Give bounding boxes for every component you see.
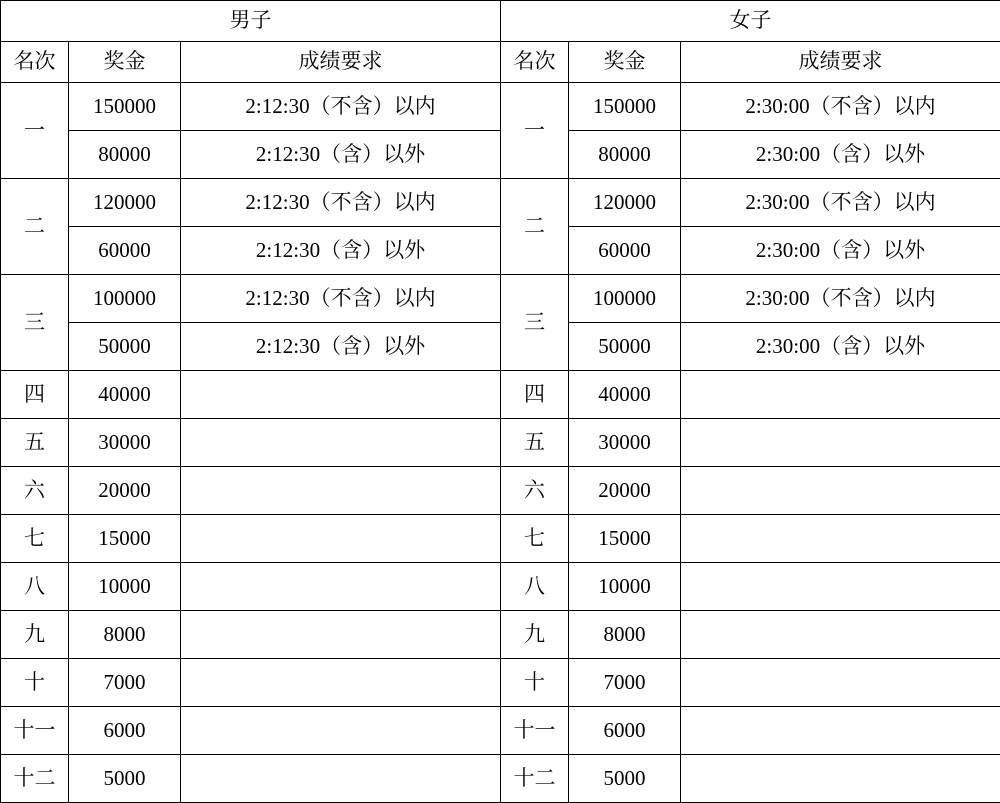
rank-cell-men-1: 一 xyxy=(1,83,69,179)
prize-cell-men-3-low: 50000 xyxy=(69,323,181,371)
rank-cell-women-6: 六 xyxy=(501,467,569,515)
table-row xyxy=(1,419,1000,467)
rank-cell-women-1: 一 xyxy=(501,83,569,179)
rank-cell-men-5: 五 xyxy=(1,419,69,467)
requirement-cell-women-12 xyxy=(681,755,1000,803)
rank-cell-women-9: 九 xyxy=(501,611,569,659)
prize-cell-men-1-low: 80000 xyxy=(69,131,181,179)
requirement-cell-men-12 xyxy=(181,755,501,803)
requirement-cell-women-4 xyxy=(681,371,1000,419)
prize-cell-women-10: 7000 xyxy=(569,659,681,707)
table-row xyxy=(1,707,1000,755)
column-header-prize-men: 奖金 xyxy=(69,42,181,83)
table-row xyxy=(1,467,1000,515)
requirement-cell-men-6 xyxy=(181,467,501,515)
prize-cell-women-6: 20000 xyxy=(569,467,681,515)
rank-cell-men-8: 八 xyxy=(1,563,69,611)
column-header-prize-women: 奖金 xyxy=(569,42,681,83)
rank-cell-men-10: 十 xyxy=(1,659,69,707)
column-header-requirement-men: 成绩要求 xyxy=(181,42,501,83)
column-header-requirement-women: 成绩要求 xyxy=(681,42,1000,83)
prize-cell-men-6: 20000 xyxy=(69,467,181,515)
requirement-cell-women-2-high: 2:30:00（不含）以内 xyxy=(681,179,1000,227)
prize-cell-men-12: 5000 xyxy=(69,755,181,803)
requirement-cell-men-4 xyxy=(181,371,501,419)
rank-cell-men-12: 十二 xyxy=(1,755,69,803)
prize-cell-women-1-low: 80000 xyxy=(569,131,681,179)
prize-cell-men-3-high: 100000 xyxy=(69,275,181,323)
prize-cell-men-4: 40000 xyxy=(69,371,181,419)
prize-cell-women-4: 40000 xyxy=(569,371,681,419)
requirement-cell-women-6 xyxy=(681,467,1000,515)
requirement-cell-women-8 xyxy=(681,563,1000,611)
requirement-cell-women-10 xyxy=(681,659,1000,707)
prize-cell-men-2-high: 120000 xyxy=(69,179,181,227)
prize-cell-women-3-high: 100000 xyxy=(569,275,681,323)
requirement-cell-men-11 xyxy=(181,707,501,755)
rank-cell-women-5: 五 xyxy=(501,419,569,467)
rank-cell-women-10: 十 xyxy=(501,659,569,707)
rank-cell-women-7: 七 xyxy=(501,515,569,563)
table-row xyxy=(1,755,1000,803)
requirement-cell-men-7 xyxy=(181,515,501,563)
table-row xyxy=(1,515,1000,563)
prize-cell-men-8: 10000 xyxy=(69,563,181,611)
table-row xyxy=(1,227,1000,275)
rank-cell-men-9: 九 xyxy=(1,611,69,659)
requirement-cell-men-3-low: 2:12:30（含）以外 xyxy=(181,323,501,371)
rank-cell-men-7: 七 xyxy=(1,515,69,563)
prize-cell-women-2-high: 120000 xyxy=(569,179,681,227)
requirement-cell-men-1-low: 2:12:30（含）以外 xyxy=(181,131,501,179)
group-header-men: 男子 xyxy=(1,1,501,42)
requirement-cell-women-9 xyxy=(681,611,1000,659)
requirement-cell-men-2-low: 2:12:30（含）以外 xyxy=(181,227,501,275)
requirement-cell-women-1-high: 2:30:00（不含）以内 xyxy=(681,83,1000,131)
group-header-women: 女子 xyxy=(501,1,1000,42)
prize-cell-women-2-low: 60000 xyxy=(569,227,681,275)
rank-cell-men-6: 六 xyxy=(1,467,69,515)
prize-cell-women-3-low: 50000 xyxy=(569,323,681,371)
prize-cell-women-8: 10000 xyxy=(569,563,681,611)
prize-cell-men-1-high: 150000 xyxy=(69,83,181,131)
requirement-cell-women-3-low: 2:30:00（含）以外 xyxy=(681,323,1000,371)
rank-cell-women-2: 二 xyxy=(501,179,569,275)
table-row xyxy=(1,371,1000,419)
prize-cell-women-11: 6000 xyxy=(569,707,681,755)
prize-cell-men-11: 6000 xyxy=(69,707,181,755)
table-column-header-row xyxy=(1,42,1000,83)
prize-cell-men-10: 7000 xyxy=(69,659,181,707)
column-header-rank-women: 名次 xyxy=(501,42,569,83)
table-row xyxy=(1,275,1000,323)
table-row xyxy=(1,563,1000,611)
requirement-cell-men-2-high: 2:12:30（不含）以内 xyxy=(181,179,501,227)
requirement-cell-women-3-high: 2:30:00（不含）以内 xyxy=(681,275,1000,323)
table-row xyxy=(1,83,1000,131)
table-group-header-row xyxy=(1,1,1000,42)
prize-cell-women-5: 30000 xyxy=(569,419,681,467)
requirement-cell-men-8 xyxy=(181,563,501,611)
table-row xyxy=(1,611,1000,659)
prize-cell-men-9: 8000 xyxy=(69,611,181,659)
prize-cell-women-9: 8000 xyxy=(569,611,681,659)
table-row xyxy=(1,659,1000,707)
rank-cell-men-4: 四 xyxy=(1,371,69,419)
requirement-cell-men-3-high: 2:12:30（不含）以内 xyxy=(181,275,501,323)
rank-cell-women-8: 八 xyxy=(501,563,569,611)
table-row xyxy=(1,323,1000,371)
table-row xyxy=(1,131,1000,179)
table-row xyxy=(1,179,1000,227)
rank-cell-women-11: 十一 xyxy=(501,707,569,755)
column-header-rank-men: 名次 xyxy=(1,42,69,83)
requirement-cell-men-5 xyxy=(181,419,501,467)
prize-cell-men-5: 30000 xyxy=(69,419,181,467)
prize-cell-women-1-high: 150000 xyxy=(569,83,681,131)
requirement-cell-men-1-high: 2:12:30（不含）以内 xyxy=(181,83,501,131)
requirement-cell-women-11 xyxy=(681,707,1000,755)
prize-cell-men-2-low: 60000 xyxy=(69,227,181,275)
prize-cell-women-12: 5000 xyxy=(569,755,681,803)
rank-cell-men-3: 三 xyxy=(1,275,69,371)
requirement-cell-women-7 xyxy=(681,515,1000,563)
requirement-cell-women-1-low: 2:30:00（含）以外 xyxy=(681,131,1000,179)
rank-cell-women-4: 四 xyxy=(501,371,569,419)
rank-cell-men-2: 二 xyxy=(1,179,69,275)
prize-cell-men-7: 15000 xyxy=(69,515,181,563)
requirement-cell-men-10 xyxy=(181,659,501,707)
requirement-cell-women-2-low: 2:30:00（含）以外 xyxy=(681,227,1000,275)
prize-cell-women-7: 15000 xyxy=(569,515,681,563)
requirement-cell-men-9 xyxy=(181,611,501,659)
rank-cell-men-11: 十一 xyxy=(1,707,69,755)
rank-cell-women-12: 十二 xyxy=(501,755,569,803)
rank-cell-women-3: 三 xyxy=(501,275,569,371)
requirement-cell-women-5 xyxy=(681,419,1000,467)
